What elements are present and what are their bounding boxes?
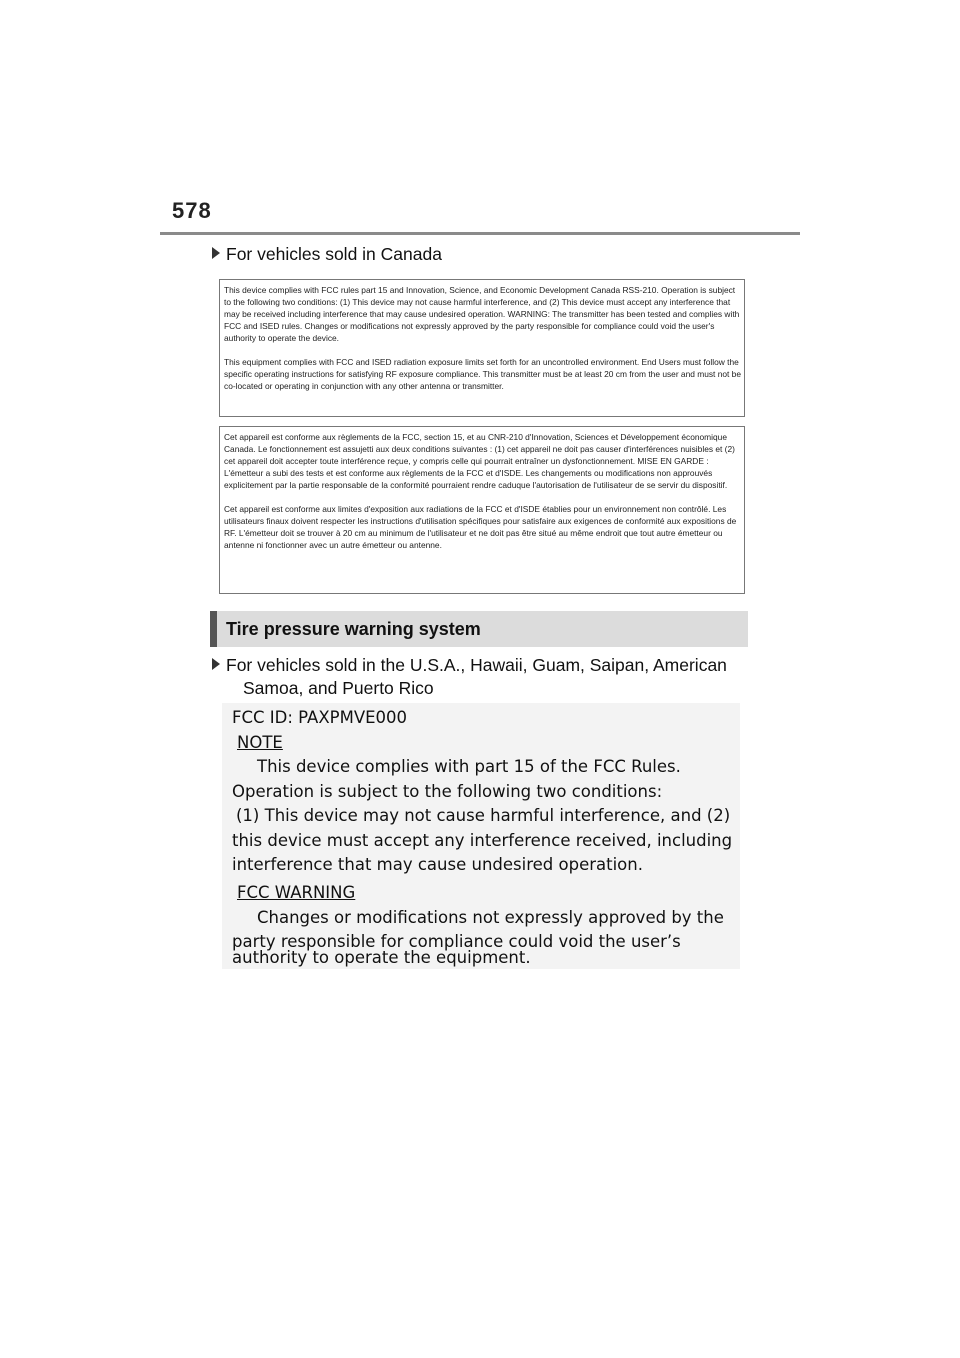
- warning-heading: FCC WARNING: [237, 883, 356, 902]
- page-number: 578: [172, 198, 212, 223]
- warning-line: authority to operate the equipment.: [232, 948, 531, 967]
- note-heading: NOTE: [237, 733, 283, 752]
- french-notice-paragraph: Cet appareil est conforme aux règlements de la FCC, section 15, et au CNR-210 d'Innovation, Sciences et Développement économique Canada. Le fonctionnement est assujetti aux deux conditions suivantes : (1) cet appareil ne doit pas causer d'interférences nuisibles et (2) cet appareil doit accepter toute interférence reçue, y compris celle qui pourrait entraîner un dysfonctionnement. MISE EN GARDE : L'émetteur a subi des tests et est conforme aux règlements de la FCC et d'ISDE. Les changements ou modifications non approuvés explicitement par la partie responsable de la conformité pourraient rendre caduque l'autorisation de l'utilisateur de se servir du dispositif.: [224, 432, 735, 490]
- bullet-arrow-icon: [212, 247, 220, 259]
- canada-english-notice: [219, 279, 745, 417]
- note-line: (1) This device may not cause harmful interference, and (2): [236, 806, 731, 825]
- canada-french-notice: [219, 426, 745, 594]
- note-line: Operation is subject to the following two conditions:: [232, 782, 663, 801]
- fcc-label-image: [222, 703, 740, 969]
- header-divider: [160, 232, 800, 235]
- english-notice-paragraph: This device complies with FCC rules part 15 and Innovation, Science, and Economic Development Canada RSS-210. Operation is subject to the following two conditions: (1) This device may not cause harmful interference, and (2) This device must accept any interference that may be received including interference that may cause undesired operation. WARNING: The transmitter has been tested and complies with FCC and ISED rules. Changes or modifications not expressly approved by the party responsible for compliance could void the user's authority to operate the device.: [224, 285, 740, 343]
- bullet-arrow-icon: [212, 658, 220, 670]
- canada-bullet: [212, 243, 442, 266]
- section-heading: Tire pressure warning system: [210, 611, 748, 647]
- warning-line: party responsible for compliance could void the user’s: [232, 932, 681, 951]
- usa-bullet: [212, 654, 752, 700]
- french-notice-paragraph: Cet appareil est conforme aux limites d'exposition aux radiations de la FCC et d'ISDE établies pour un environnement non contrôlé. Les utilisateurs finaux doivent respecter les instructions d'utilisation spécifiques pour satisfaire aux exigences de conformité aux expositions de RF. L'émetteur doit se trouver à 20 cm au minimum de l'utilisateur et ne doit pas être situé au même endroit que tout autre émetteur ou antenne ni fonctionner avec un autre émetteur ou antenne.: [224, 504, 737, 550]
- note-line: interference that may cause undesired operation.: [232, 855, 643, 874]
- english-notice-paragraph: This equipment complies with FCC and ISED radiation exposure limits set forth for an uncontrolled environment. End Users must follow the specific operating instructions for satisfying RF exposure compliance. This transmitter must be at least 20 cm from the user and must not be co-located or operating in conjunction with any other antenna or transmitter.: [224, 357, 741, 391]
- usa-bullet-text: [226, 654, 746, 700]
- fcc-id-line: FCC ID: PAXPMVE000: [232, 708, 408, 727]
- warning-line: Changes or modifications not expressly approved by the: [257, 908, 724, 927]
- canada-bullet-text: For vehicles sold in Canada: [226, 244, 442, 264]
- note-line: This device complies with part 15 of the FCC Rules.: [257, 757, 681, 776]
- usa-bullet-line-1: For vehicles sold in the U.S.A., Hawaii, Guam, Saipan, American: [226, 655, 727, 675]
- note-line: this device must accept any interference received, including: [232, 831, 733, 850]
- usa-bullet-line-2: Samoa, and Puerto Rico: [243, 678, 434, 698]
